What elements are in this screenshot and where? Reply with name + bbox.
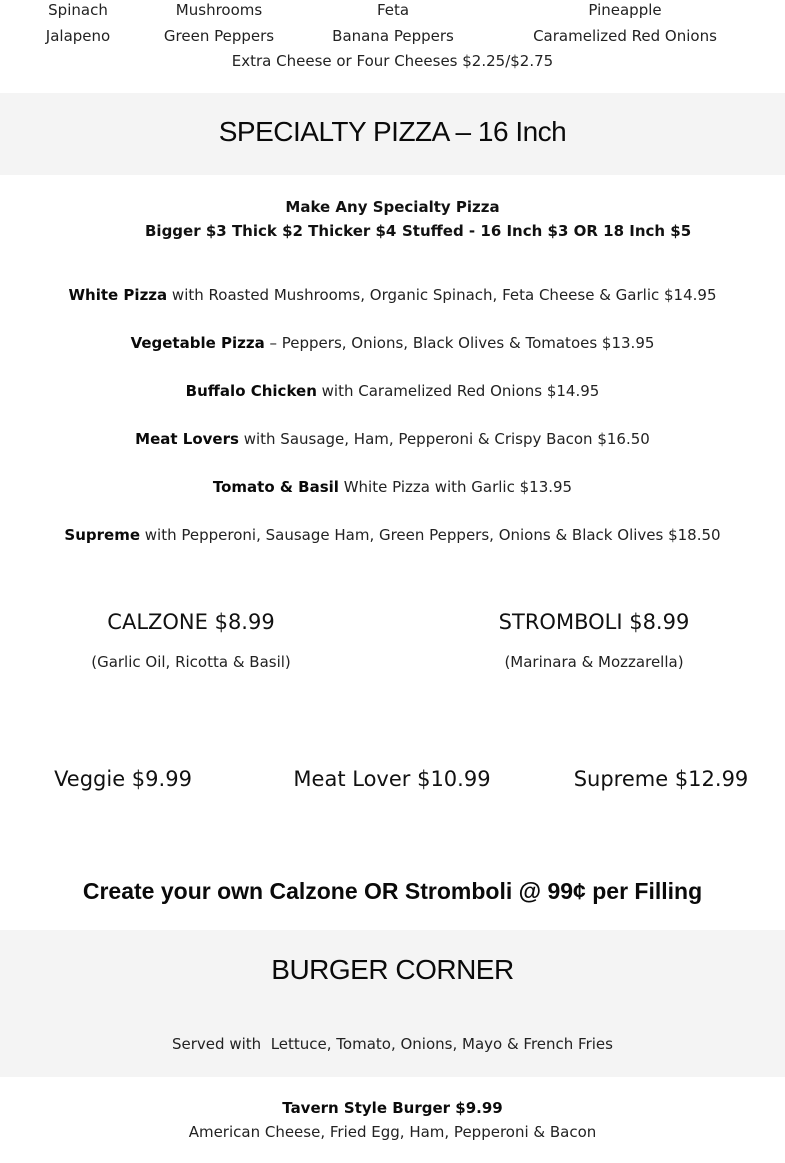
bigger-thick-prices: Bigger $3 Thick $2 Thicker $4: [145, 222, 397, 240]
topping-banana-peppers: Banana Peppers: [332, 27, 454, 45]
item-desc: with Roasted Mushrooms, Organic Spinach, Feta Cheese & Garlic $14.95: [167, 286, 717, 304]
topping-caramelized-red-onions: Caramelized Red Onions: [533, 27, 717, 45]
topping-feta: Feta: [376, 1, 410, 19]
burger-served-with: Served with Lettuce, Tomato, Onions, Mayo & French Fries: [172, 1035, 613, 1053]
create-your-own-line: Create your own Calzone OR Stromboli @ 99¢ per Filling: [82, 878, 703, 904]
make-any-specialty: Make Any Specialty Pizza: [285, 198, 500, 216]
specialty-header-band: [0, 93, 785, 175]
specialty-title: SPECIALTY PIZZA – 16 Inch: [218, 116, 567, 147]
item-name: Buffalo Chicken: [185, 382, 317, 400]
specialty-item: [0, 334, 785, 352]
specialty-item: [0, 478, 785, 496]
option-meat-lover: Meat Lover $10.99: [293, 767, 491, 791]
topping-green-peppers: Green Peppers: [163, 27, 275, 45]
item-name: Tomato & Basil: [212, 478, 339, 496]
stuffed-prices: Stuffed - 16 Inch $3 OR 18 Inch $5: [402, 222, 692, 240]
option-veggie: Veggie $9.99: [54, 767, 192, 791]
topping-spinach: Spinach: [48, 1, 108, 19]
extra-cheese-line: Extra Cheese or Four Cheeses $2.25/$2.75: [231, 52, 554, 70]
specialty-item: [0, 526, 785, 544]
stromboli-title: STROMBOLI $8.99: [498, 610, 690, 634]
item-name: Vegetable Pizza: [130, 334, 265, 352]
burger-item-desc: American Cheese, Fried Egg, Ham, Pepperoni & Bacon: [188, 1123, 597, 1141]
burger-title: BURGER CORNER: [271, 954, 514, 985]
item-desc: – Peppers, Onions, Black Olives & Tomatoes $13.95: [264, 334, 655, 352]
burger-item-name: Tavern Style Burger $9.99: [282, 1099, 503, 1117]
item-name: White Pizza: [68, 286, 168, 304]
stromboli-note: (Marinara & Mozzarella): [504, 653, 684, 671]
item-desc: with Pepperoni, Sausage Ham, Green Peppers, Onions & Black Olives $18.50: [140, 526, 721, 544]
topping-mushrooms: Mushrooms: [175, 1, 263, 19]
option-supreme: Supreme $12.99: [573, 767, 749, 791]
specialty-item: [0, 382, 785, 400]
item-desc: with Caramelized Red Onions $14.95: [316, 382, 600, 400]
topping-pineapple: Pineapple: [588, 1, 662, 19]
specialty-item: [0, 430, 785, 448]
item-desc: with Sausage, Ham, Pepperoni & Crispy Bacon $16.50: [238, 430, 650, 448]
item-name: Meat Lovers: [135, 430, 239, 448]
calzone-title: CALZONE $8.99: [107, 610, 275, 634]
item-name: Supreme: [64, 526, 141, 544]
item-desc: White Pizza with Garlic $13.95: [338, 478, 573, 496]
calzone-note: (Garlic Oil, Ricotta & Basil): [91, 653, 291, 671]
burger-header-band: [0, 930, 785, 1077]
topping-jalapeno: Jalapeno: [45, 27, 111, 45]
specialty-item: [0, 286, 785, 304]
